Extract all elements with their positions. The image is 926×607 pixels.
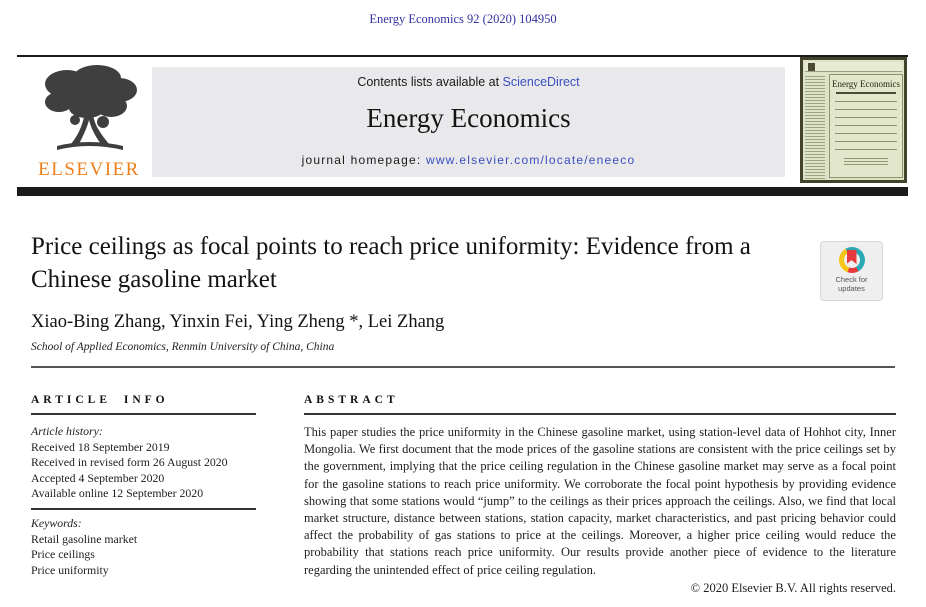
elsevier-wordmark: ELSEVIER: [38, 159, 140, 180]
abstract-text: This paper studies the price uniformity in the Chinese gasoline market, using station-level data of Hohhot city, Inner Mongolia. We first document that the mode prices of the gasoline stations are consistent with the price ceilings set by the government, implying that the price ceiling regulation in the Chinese gasoline market may serve as a focal point for the gasoline stations to reach price uniformity. We corroborate the focal point hypothesis by providing evidence showing that some stations would “jump” to the ceilings as their prices approach the ceilings. Also, we find that local market structure, distance between stations, station capacity, market characteristics, and past pricing behavior could affect the probability of gas stations to price at the ceilings. Moreover, a higher price ceiling would reduce the probability that stations reach price uniformity. Our results provide another piece of evidence to the literature regarding the unintended effect of price ceiling regulation.: [304, 425, 896, 577]
journal-banner: [152, 67, 785, 177]
elsevier-logo: [28, 62, 150, 182]
abstract-body: [304, 424, 896, 597]
article-info-heading-rule: [31, 413, 256, 415]
list-item: Available online 12 September 2020: [31, 486, 204, 501]
author-list: Xiao-Bing Zhang, Yinxin Fei, Ying Zheng *, Lei Zhang: [31, 312, 445, 332]
journal-cover-thumbnail[interactable]: [800, 57, 907, 183]
homepage-prefix: journal homepage:: [301, 153, 426, 167]
keywords-list: [31, 532, 137, 579]
check-for-updates-label: Check for updates: [835, 275, 868, 293]
cover-footer-lines: [844, 156, 888, 165]
article-history-block: [31, 424, 228, 502]
contents-line: [152, 75, 785, 89]
check-for-updates-badge[interactable]: [820, 241, 883, 301]
homepage-url-link[interactable]: www.elsevier.com/locate/eneeco: [425, 153, 636, 167]
top-divider: [17, 55, 908, 57]
abstract-heading-rule: [304, 413, 896, 415]
list-item: Price ceilings: [31, 547, 95, 562]
cover-contents-lines: [835, 97, 897, 152]
keywords-label: Keywords:: [31, 516, 82, 530]
columns-top-rule: [31, 366, 895, 368]
list-item: Price uniformity: [31, 562, 109, 577]
list-item: Retail gasoline market: [31, 531, 138, 546]
journal-name: Energy Economics: [366, 103, 571, 133]
list-item: Accepted 4 September 2020: [31, 470, 165, 485]
article-info-section-rule: [31, 508, 256, 510]
header-divider-bar: [17, 187, 908, 196]
list-item: Received 18 September 2019: [31, 439, 170, 454]
abstract-heading: ABSTRACT: [304, 394, 399, 406]
article-title: Price ceilings as focal points to reach price uniformity: Evidence from a Chinese gasoline market: [31, 233, 751, 293]
affiliation: School of Applied Economics, Renmin University of China, China: [31, 341, 335, 353]
cover-editor-list: [805, 74, 825, 180]
cover-elsevier-mark-icon: [808, 63, 815, 71]
journal-citation: Energy Economics 92 (2020) 104950: [369, 12, 557, 26]
copyright-line: © 2020 Elsevier B.V. All rights reserved.: [690, 580, 896, 595]
sciencedirect-link[interactable]: ScienceDirect: [502, 75, 580, 89]
cover-contents-panel: [829, 74, 903, 178]
elsevier-tree-icon: [28, 62, 150, 158]
cover-rule: [836, 92, 896, 94]
cover-journal-title: Energy Economics: [831, 79, 901, 89]
crossmark-icon: [839, 247, 865, 273]
cover-header-strip: [805, 62, 902, 72]
article-history-label: Article history:: [31, 424, 103, 438]
keywords-block: [31, 516, 137, 578]
article-history-list: [31, 440, 228, 502]
article-info-heading: ARTICLE INFO: [31, 394, 169, 406]
homepage-line: [152, 153, 785, 167]
list-item: Received in revised form 26 August 2020: [31, 455, 228, 470]
contents-prefix: Contents lists available at: [357, 75, 503, 89]
